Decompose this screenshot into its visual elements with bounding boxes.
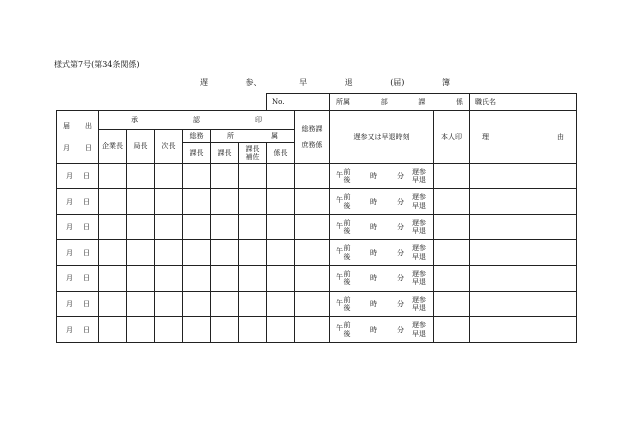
dept-header: 所 属	[211, 129, 295, 142]
personal-seal-cell[interactable]	[434, 240, 470, 266]
seal-cell[interactable]	[183, 163, 211, 189]
date-cell[interactable]: 月 日	[57, 163, 99, 189]
seal-cell[interactable]	[239, 189, 267, 215]
title-char: 退	[344, 78, 353, 87]
info-row	[57, 94, 577, 111]
table-row	[57, 189, 577, 215]
seal-cell[interactable]	[127, 214, 155, 240]
reason-cell[interactable]	[470, 291, 577, 317]
seal-cell[interactable]	[127, 317, 155, 343]
seal-cell[interactable]	[239, 291, 267, 317]
date-cell[interactable]: 月 日	[57, 189, 99, 215]
form-number: 様式第7号(第34条関係)	[54, 60, 140, 69]
name-field[interactable]: 職氏名	[470, 94, 577, 111]
seal-cell[interactable]	[211, 266, 239, 292]
title-char: 早	[299, 78, 308, 87]
seal-cell[interactable]	[155, 266, 183, 292]
header-row-1	[57, 111, 577, 129]
no-field[interactable]: No.	[267, 94, 330, 111]
title-char: 参、	[245, 78, 262, 87]
seal-cell[interactable]	[295, 163, 330, 189]
seal-cell[interactable]	[155, 163, 183, 189]
kacho-hosa-header: 課長 補佐	[239, 143, 267, 163]
personal-seal-cell[interactable]	[434, 266, 470, 292]
personal-seal-cell[interactable]	[434, 189, 470, 215]
date-cell[interactable]: 月 日	[57, 240, 99, 266]
seal-cell[interactable]	[155, 317, 183, 343]
dept-field[interactable]	[330, 94, 470, 111]
seal-cell[interactable]	[211, 189, 239, 215]
seal-cell[interactable]	[99, 163, 127, 189]
seal-cell[interactable]	[211, 291, 239, 317]
kyokucho-header: 局長	[127, 129, 155, 163]
seal-cell[interactable]	[267, 240, 295, 266]
table-row	[57, 317, 577, 343]
personal-seal-cell[interactable]	[434, 317, 470, 343]
kigyocho-header: 企業長	[99, 129, 127, 163]
seal-cell[interactable]	[295, 214, 330, 240]
reason-header: 理 由	[470, 111, 577, 163]
seal-cell[interactable]	[127, 266, 155, 292]
title-char: 簿	[441, 78, 450, 87]
seal-cell[interactable]	[267, 291, 295, 317]
seal-cell[interactable]	[211, 163, 239, 189]
somu-header: 総務	[183, 129, 211, 142]
seal-cell[interactable]	[267, 163, 295, 189]
seal-cell[interactable]	[99, 266, 127, 292]
seal-cell[interactable]	[183, 291, 211, 317]
seal-cell[interactable]	[183, 266, 211, 292]
seal-cell[interactable]	[99, 189, 127, 215]
seal-cell[interactable]	[127, 189, 155, 215]
seal-cell[interactable]	[267, 189, 295, 215]
seal-cell[interactable]	[99, 317, 127, 343]
seal-cell[interactable]	[211, 317, 239, 343]
seal-cell[interactable]	[183, 317, 211, 343]
personal-seal-cell[interactable]	[434, 163, 470, 189]
title-char: 遅	[200, 78, 208, 87]
seal-cell[interactable]	[267, 317, 295, 343]
seal-cell[interactable]	[239, 317, 267, 343]
table-row	[57, 266, 577, 292]
seal-cell[interactable]	[239, 266, 267, 292]
table-row	[57, 240, 577, 266]
seal-cell[interactable]	[267, 214, 295, 240]
time-cell[interactable]: 午 前 後 時 分 遅参 早退	[330, 214, 434, 240]
document-title	[200, 77, 450, 88]
seal-cell[interactable]	[155, 189, 183, 215]
seal-cell[interactable]	[211, 240, 239, 266]
dept-label: 部	[380, 98, 388, 107]
time-cell[interactable]: 午 前 後 時 分 遅参 早退	[330, 189, 434, 215]
seal-cell[interactable]	[267, 266, 295, 292]
somuka-header: 総務課 庶務係	[295, 111, 330, 163]
date-cell[interactable]: 月 日	[57, 317, 99, 343]
seal-cell[interactable]	[99, 291, 127, 317]
somu-kacho-header: 課長	[183, 143, 211, 163]
seal-cell[interactable]	[295, 266, 330, 292]
title-char: (届)	[390, 78, 405, 87]
seal-cell[interactable]	[211, 214, 239, 240]
reason-cell[interactable]	[470, 266, 577, 292]
reason-cell[interactable]	[470, 240, 577, 266]
time-cell[interactable]: 午 前 後 時 分 遅参 早退	[330, 317, 434, 343]
seal-cell[interactable]	[295, 291, 330, 317]
report-date-header: 届 出 月 日	[57, 111, 99, 163]
dept-label: 係	[456, 98, 463, 107]
seal-cell[interactable]	[295, 240, 330, 266]
reason-cell[interactable]	[470, 163, 577, 189]
personal-seal-cell[interactable]	[434, 291, 470, 317]
seal-cell[interactable]	[295, 317, 330, 343]
seal-cell[interactable]	[99, 214, 127, 240]
dept-label: 所属	[336, 98, 351, 107]
time-cell[interactable]: 午 前 後 時 分 遅参 早退	[330, 240, 434, 266]
seal-header: 本人印	[434, 111, 470, 163]
time-cell[interactable]: 午 前 後 時 分 遅参 早退	[330, 163, 434, 189]
approval-seal-header: 承 認 印	[99, 111, 295, 129]
seal-cell[interactable]	[155, 291, 183, 317]
dept-label: 課	[418, 98, 426, 107]
kacho-header: 課長	[211, 143, 239, 163]
seal-cell[interactable]	[99, 240, 127, 266]
personal-seal-cell[interactable]	[434, 214, 470, 240]
seal-cell[interactable]	[155, 214, 183, 240]
seal-cell[interactable]	[239, 240, 267, 266]
seal-cell[interactable]	[295, 189, 330, 215]
kakaricho-header: 係長	[267, 143, 295, 163]
seal-cell[interactable]	[127, 240, 155, 266]
seal-cell[interactable]	[183, 189, 211, 215]
date-cell[interactable]: 月 日	[57, 214, 99, 240]
table-row	[57, 291, 577, 317]
time-header: 遅参又は早退時刻	[330, 111, 434, 163]
seal-cell[interactable]	[183, 240, 211, 266]
table-row	[57, 214, 577, 240]
seal-cell[interactable]	[155, 240, 183, 266]
reason-cell[interactable]	[470, 189, 577, 215]
attendance-table	[56, 93, 577, 343]
time-cell[interactable]: 午 前 後 時 分 遅参 早退	[330, 266, 434, 292]
date-cell[interactable]: 月 日	[57, 291, 99, 317]
reason-cell[interactable]	[470, 317, 577, 343]
seal-cell[interactable]	[239, 163, 267, 189]
seal-cell[interactable]	[127, 291, 155, 317]
seal-cell[interactable]	[183, 214, 211, 240]
table-row	[57, 163, 577, 189]
jicho-header: 次長	[155, 129, 183, 163]
time-cell[interactable]: 午 前 後 時 分 遅参 早退	[330, 291, 434, 317]
reason-cell[interactable]	[470, 214, 577, 240]
seal-cell[interactable]	[127, 163, 155, 189]
date-cell[interactable]: 月 日	[57, 266, 99, 292]
seal-cell[interactable]	[239, 214, 267, 240]
